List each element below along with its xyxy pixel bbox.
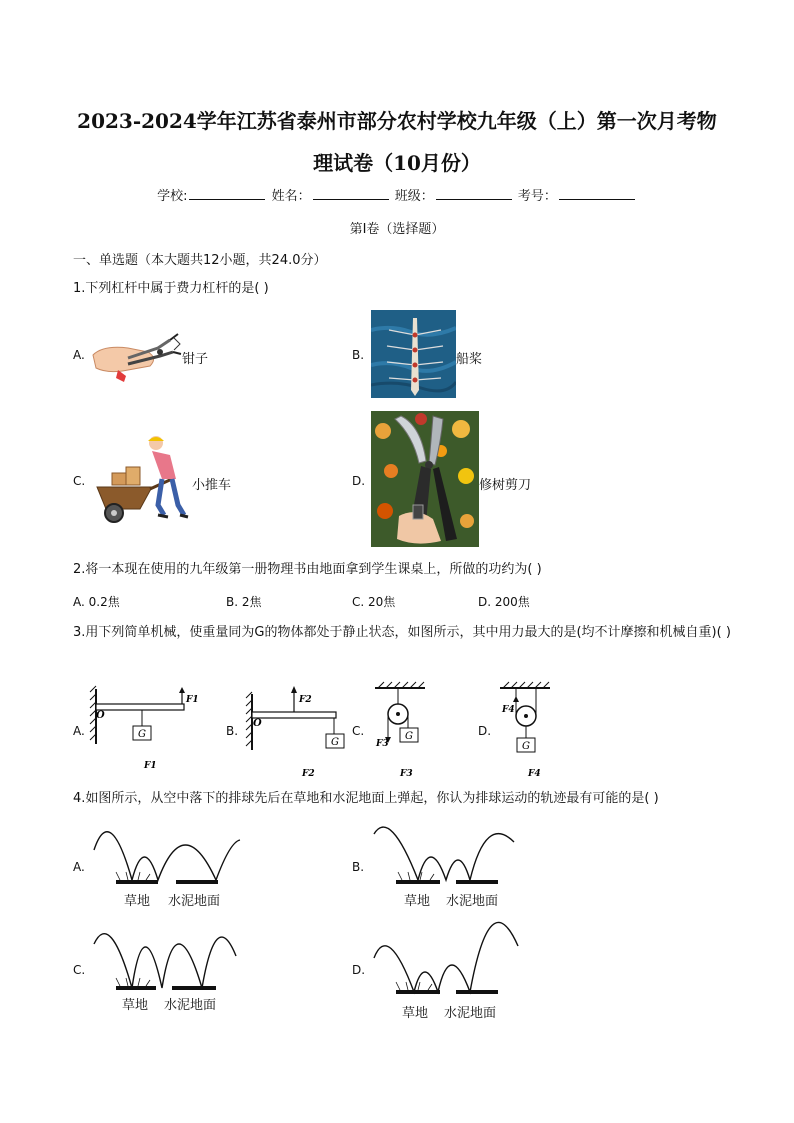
q4-option-d-letter: D.	[352, 963, 366, 977]
page-title-line1: 2023-2024学年江苏省泰州市部分农村学校九年级（上）第一次月考物	[77, 109, 717, 133]
q3-c-weight-label: G	[405, 731, 413, 742]
name-label: 姓名：	[271, 189, 311, 204]
exam-no-blank[interactable]	[559, 187, 635, 200]
q4-trajectory-b-diagram	[370, 822, 530, 884]
q4-b-cement-label: 水泥地面	[446, 894, 499, 909]
q3-fixed-pulley-diagram	[370, 680, 440, 780]
question-1-text: 1.下列杠杆中属于费力杠杆的是( )	[73, 281, 269, 296]
exam-no-label: 考号：	[517, 189, 557, 204]
q3-option-d-letter: D.	[478, 724, 492, 738]
student-info-row	[0, 185, 794, 204]
q3-c-force-label: F3	[376, 739, 389, 749]
page-title-line2: 理试卷（10月份）	[313, 151, 481, 175]
q3-b-force-label: F2	[299, 695, 312, 705]
q2-option-a[interactable]	[73, 593, 120, 610]
q3-a-pivot-label: O	[96, 710, 105, 721]
q2-option-d[interactable]	[478, 593, 530, 610]
pliers-image	[88, 330, 183, 385]
q2-option-d-label: 200焦	[494, 595, 530, 609]
q4-b-grass-label: 草地	[404, 894, 431, 909]
q1-option-c-label: 小推车	[192, 478, 232, 493]
q3-option-c-letter: C.	[352, 724, 365, 738]
class-blank[interactable]	[436, 187, 512, 200]
q3-option-b-letter: B.	[226, 724, 239, 738]
q2-option-d-letter: D.	[478, 595, 492, 609]
q3-lever-a-diagram	[86, 684, 206, 774]
q3-lever-b-diagram	[242, 680, 352, 780]
q3-c-caption: F3	[400, 769, 413, 779]
q4-c-grass-label: 草地	[122, 998, 149, 1013]
pruning-shears-photo	[371, 411, 479, 547]
question-2-text: 2.将一本现在使用的九年级第一册物理书由地面拿到学生课桌上，所做的功约为( )	[73, 562, 542, 577]
q4-trajectory-a-diagram	[90, 822, 250, 884]
q2-option-b[interactable]	[226, 593, 262, 610]
q3-d-caption: F4	[528, 769, 541, 779]
rowing-boat-photo	[371, 310, 456, 398]
q4-trajectory-c-diagram	[90, 926, 250, 992]
question-4-text: 4.如图所示，从空中落下的排球先后在草地和水泥地面上弹起，你认为排球运动的轨迹最有可能的是( )	[73, 791, 659, 806]
q1-option-a-letter: A.	[73, 348, 85, 362]
q1-option-b-letter: B.	[352, 348, 365, 362]
q2-option-a-letter: A.	[73, 595, 85, 609]
q4-option-c-letter: C.	[73, 963, 86, 977]
q2-option-c[interactable]	[352, 593, 395, 610]
q1-option-a-label: 钳子	[182, 352, 209, 367]
q2-option-c-letter: C.	[352, 595, 365, 609]
q3-d-weight-label: G	[522, 741, 530, 752]
q1-option-d-letter: D.	[352, 474, 366, 488]
q3-b-weight-label: G	[331, 737, 339, 748]
q3-a-force-label: F1	[186, 695, 199, 705]
q4-option-a-letter: A.	[73, 860, 85, 874]
q4-a-cement-label: 水泥地面	[168, 894, 221, 909]
q4-d-cement-label: 水泥地面	[444, 1006, 497, 1021]
q2-option-b-letter: B.	[226, 595, 239, 609]
name-blank[interactable]	[313, 187, 389, 200]
volume-title: 第I卷（选择题）	[349, 222, 445, 237]
q2-option-b-label: 2焦	[241, 595, 262, 609]
q3-d-force-label: F4	[502, 705, 515, 715]
q3-a-caption: F1	[144, 761, 157, 771]
q3-b-pivot-label: O	[253, 718, 262, 729]
q4-trajectory-d-diagram	[370, 918, 530, 996]
q3-movable-pulley-diagram	[498, 680, 568, 780]
question-3-text: 3.用下列简单机械，使重量同为G的物体都处于静止状态，如图所示，其中用力最大的是(均不计摩擦和机械自重)( )	[73, 625, 731, 640]
school-blank[interactable]	[189, 187, 265, 200]
q4-c-cement-label: 水泥地面	[164, 998, 217, 1013]
q3-a-weight-label: G	[138, 729, 146, 740]
q1-option-d-label: 修树剪刀	[479, 478, 532, 493]
q4-a-grass-label: 草地	[124, 894, 151, 909]
q2-option-a-label: 0.2焦	[88, 595, 120, 609]
q3-b-caption: F2	[302, 769, 315, 779]
q1-option-c-letter: C.	[73, 474, 86, 488]
q3-option-a-letter: A.	[73, 724, 85, 738]
q2-option-c-label: 20焦	[368, 595, 396, 609]
q4-option-b-letter: B.	[352, 860, 365, 874]
q1-option-b-label: 船桨	[456, 352, 483, 367]
class-label: 班级：	[394, 189, 434, 204]
section-heading: 一、单选题（本大题共12小题，共24.0分）	[73, 253, 327, 268]
q4-d-grass-label: 草地	[402, 1006, 429, 1021]
school-label: 学校:	[157, 189, 188, 204]
wheelbarrow-image	[92, 435, 192, 527]
